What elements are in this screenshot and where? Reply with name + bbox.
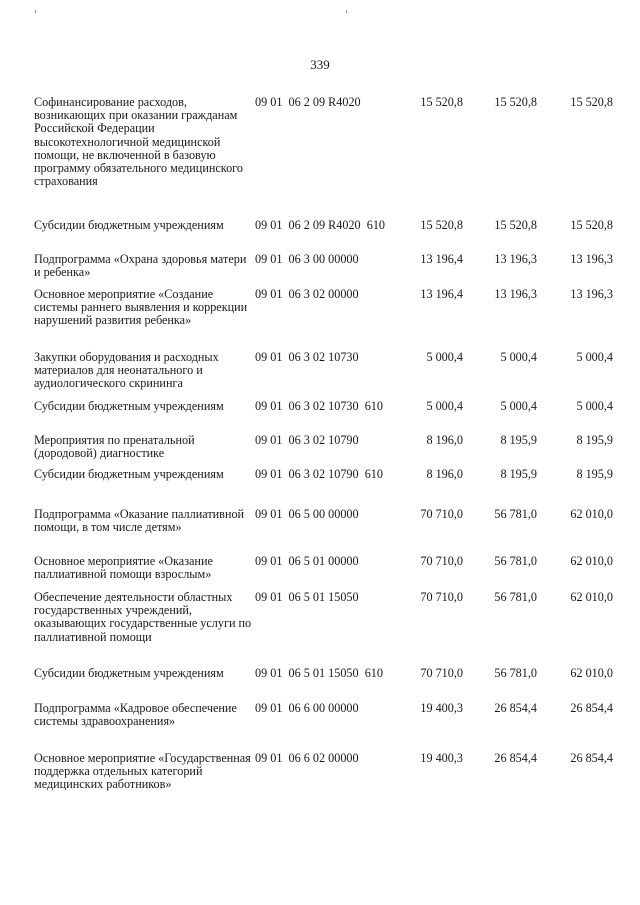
value-year-1: 13 196,4 [420,287,463,301]
value-year-3: 62 010,0 [570,554,613,568]
value-year-1: 5 000,4 [426,350,463,364]
value-year-2: 8 195,9 [500,467,537,481]
value-year-3: 5 000,4 [576,350,613,364]
value-year-2: 5 000,4 [500,350,537,364]
value-year-1: 70 710,0 [420,666,463,680]
row-description: Субсидии бюджетным учреждениям [34,399,224,413]
value-year-2: 5 000,4 [500,399,537,413]
scan-mark-left [35,10,36,13]
value-year-2: 8 195,9 [500,433,537,447]
budget-code: 09 01 06 2 09 R4020 610 [255,218,386,232]
row-description: Основное мероприятие «Оказание паллиативной помощи взрослым» [34,554,213,582]
value-year-3: 62 010,0 [570,507,613,521]
value-year-3: 8 195,9 [576,467,613,481]
row-description: Подпрограмма «Кадровое обеспечение системы здравоохранения» [34,701,237,729]
row-description: Закупки оборудования и расходных материалов для неонатального и аудиологического скрининга [34,350,219,391]
scan-mark-right [346,10,347,13]
value-year-3: 26 854,4 [570,751,613,765]
budget-code: 09 01 06 5 00 00000 [255,507,359,521]
value-year-3: 26 854,4 [570,701,613,715]
budget-code: 09 01 06 3 02 00000 [255,287,359,301]
value-year-1: 13 196,4 [420,252,463,266]
value-year-3: 62 010,0 [570,590,613,604]
budget-code: 09 01 06 6 02 00000 [255,751,359,765]
value-year-1: 5 000,4 [426,399,463,413]
budget-code: 09 01 06 3 00 00000 [255,252,359,266]
budget-code: 09 01 06 5 01 15050 610 [255,666,383,680]
row-description: Софинансирование расходов, возникающих при оказании гражданам Российской Федерации высокотехнологичной медицинской помощи, не включенной в базовую программу обязательного медицинского страхования [34,95,243,189]
row-description: Основное мероприятие «Государственная поддержка отдельных категорий медицинских работников» [34,751,251,792]
budget-code: 09 01 06 6 00 00000 [255,701,359,715]
value-year-2: 15 520,8 [494,218,537,232]
value-year-1: 8 196,0 [426,467,463,481]
value-year-2: 26 854,4 [494,751,537,765]
value-year-1: 15 520,8 [420,218,463,232]
row-description: Субсидии бюджетным учреждениям [34,218,224,232]
row-description: Субсидии бюджетным учреждениям [34,467,224,481]
value-year-2: 56 781,0 [494,590,537,604]
page-number: 339 [310,57,330,72]
row-description: Подпрограмма «Охрана здоровья матери и ребенка» [34,252,247,280]
value-year-3: 13 196,3 [570,287,613,301]
value-year-2: 13 196,3 [494,287,537,301]
value-year-3: 5 000,4 [576,399,613,413]
value-year-3: 13 196,3 [570,252,613,266]
value-year-1: 15 520,8 [420,95,463,109]
value-year-1: 8 196,0 [426,433,463,447]
value-year-1: 70 710,0 [420,554,463,568]
budget-code: 09 01 06 2 09 R4020 [255,95,361,109]
value-year-2: 15 520,8 [494,95,537,109]
budget-code: 09 01 06 3 02 10790 [255,433,359,447]
row-description: Основное мероприятие «Создание системы раннего выявления и коррекции нарушений развития ребенка» [34,287,248,328]
value-year-2: 56 781,0 [494,507,537,521]
value-year-3: 15 520,8 [570,95,613,109]
budget-code: 09 01 06 3 02 10730 610 [255,399,383,413]
value-year-1: 19 400,3 [420,751,463,765]
value-year-3: 62 010,0 [570,666,613,680]
row-description: Подпрограмма «Оказание паллиативной помощи, в том числе детям» [34,507,245,535]
budget-code: 09 01 06 3 02 10730 [255,350,359,364]
row-description: Субсидии бюджетным учреждениям [34,666,224,680]
row-description: Мероприятия по пренатальной (дородовой) диагностике [34,433,195,461]
row-description: Обеспечение деятельности областных государственных учреждений, оказывающих государственные услуги по паллиативной помощи [34,590,252,644]
budget-code: 09 01 06 5 01 00000 [255,554,359,568]
value-year-1: 70 710,0 [420,590,463,604]
value-year-2: 56 781,0 [494,554,537,568]
budget-code: 09 01 06 3 02 10790 610 [255,467,383,481]
value-year-1: 70 710,0 [420,507,463,521]
budget-code: 09 01 06 5 01 15050 [255,590,359,604]
value-year-2: 13 196,3 [494,252,537,266]
value-year-3: 8 195,9 [576,433,613,447]
value-year-3: 15 520,8 [570,218,613,232]
value-year-1: 19 400,3 [420,701,463,715]
value-year-2: 26 854,4 [494,701,537,715]
value-year-2: 56 781,0 [494,666,537,680]
